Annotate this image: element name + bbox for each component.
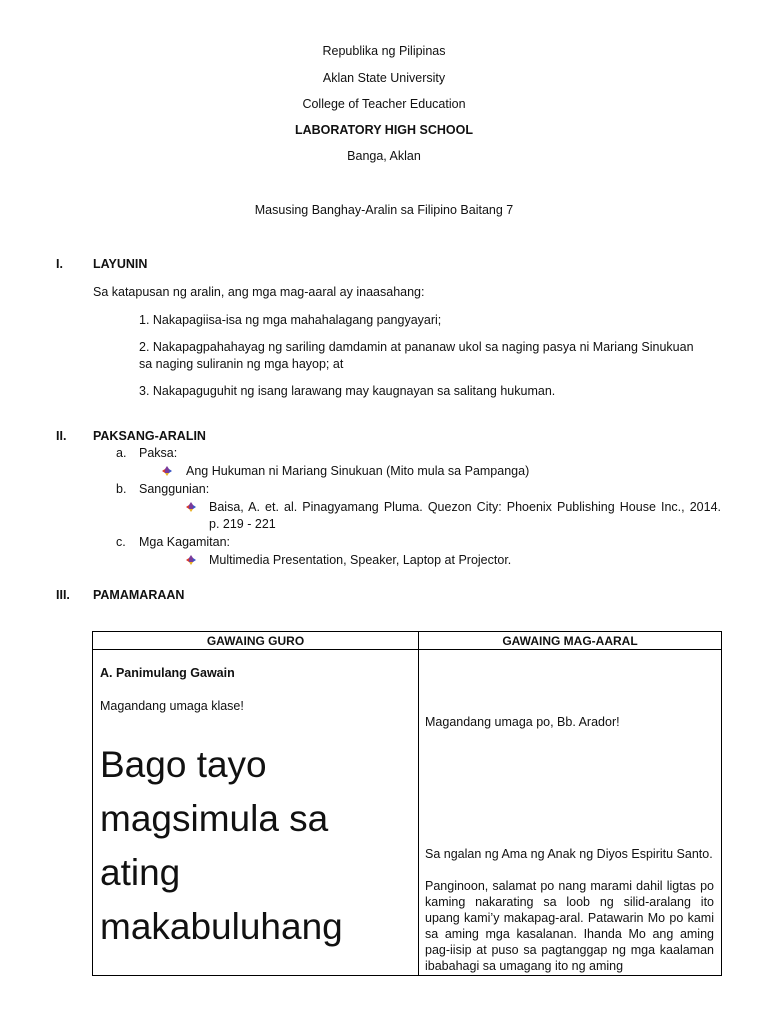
section-numeral-1: I. [56,257,63,271]
guro-large-text: Bago tayo magsimula sa ating makabuluhang [100,744,343,947]
arrow-bullet-icon [162,466,172,476]
header-college: College of Teacher Education [302,97,466,111]
arrow-bullet-icon [186,502,196,512]
mag-aaral-cell [419,650,722,976]
prayer-body: Panginoon, salamat po nang marami dahil ligtas po kaming nakarating sa loob ng silid-aralang ito upang kami’y makapag-aral. Patawarin Mo po kami sa aming mga kasalanan. Ihanda Mo ang aming pag-iisip at puso sa pagtanggap ng mga kaalaman ibabahagi sa umagang ito ng aming [425,879,714,973]
list-letter-b: b. [116,482,127,496]
paksa-item: Ang Hukuman ni Mariang Sinukuan (Mito mula sa Pampanga) [186,464,530,478]
document-title: Masusing Banghay-Aralin sa Filipino Baitang 7 [254,203,514,217]
header-republic: Republika ng Pilipinas [322,44,446,58]
section-numeral-2: II. [56,429,67,443]
section-title-paksang-aralin: PAKSANG-ARALIN [93,429,206,443]
header-location: Banga, Aklan [347,149,421,163]
kagamitan-label: Mga Kagamitan: [139,535,231,549]
arrow-bullet-icon [186,555,196,565]
section-title-layunin: LAYUNIN [93,257,148,271]
list-letter-a: a. [116,446,127,460]
layunin-item-3: 3. Nakapaguguhit ng isang larawang may kaugnayan sa salitang hukuman. [139,384,556,398]
table-row [93,650,722,976]
layunin-item-2-line1: 2. Nakapagpahahayag ng sariling damdamin at pananaw ukol sa naging pasya ni Mariang Sinukuan [139,340,694,354]
sanggunian-label: Sanggunian: [139,482,210,496]
guro-cell [93,650,419,976]
header-gawaing-mag-aaral: GAWAING MAG-AARAL [419,632,722,650]
mag-aaral-reply: Magandang umaga po, Bb. Arador! [425,715,620,729]
list-letter-c: c. [116,535,126,549]
lesson-plan-table [92,631,722,976]
layunin-item-1: 1. Nakapagiisa-isa ng mga mahahalagang pangyayari; [139,313,442,327]
prayer-line-1: Sa ngalan ng Ama ng Anak ng Diyos Espiritu Santo. [425,847,713,861]
sanggunian-item-line1: Baisa, A. et. al. Pinagyamang Pluma. Quezon City: Phoenix Publishing House Inc., 2014. [209,500,721,514]
layunin-intro: Sa katapusan ng aralin, ang mga mag-aaral ay inaasahang: [93,285,425,299]
section-title-pamamaraan: PAMAMARAAN [93,588,185,602]
table-header-row [93,632,722,650]
panimulang-gawain-heading: A. Panimulang Gawain [100,666,235,680]
sanggunian-item-line2: p. 219 - 221 [209,517,276,531]
header-gawaing-guro: GAWAING GURO [93,632,419,650]
header-school: LABORATORY HIGH SCHOOL [294,123,473,137]
kagamitan-item: Multimedia Presentation, Speaker, Laptop at Projector. [209,553,512,567]
layunin-item-2-line2: sa naging suliranin ng mga hayop; at [139,357,344,371]
paksa-label: Paksa: [139,446,178,460]
header-university: Aklan State University [322,71,446,85]
section-numeral-3: III. [56,588,70,602]
guro-greeting: Magandang umaga klase! [100,699,244,713]
